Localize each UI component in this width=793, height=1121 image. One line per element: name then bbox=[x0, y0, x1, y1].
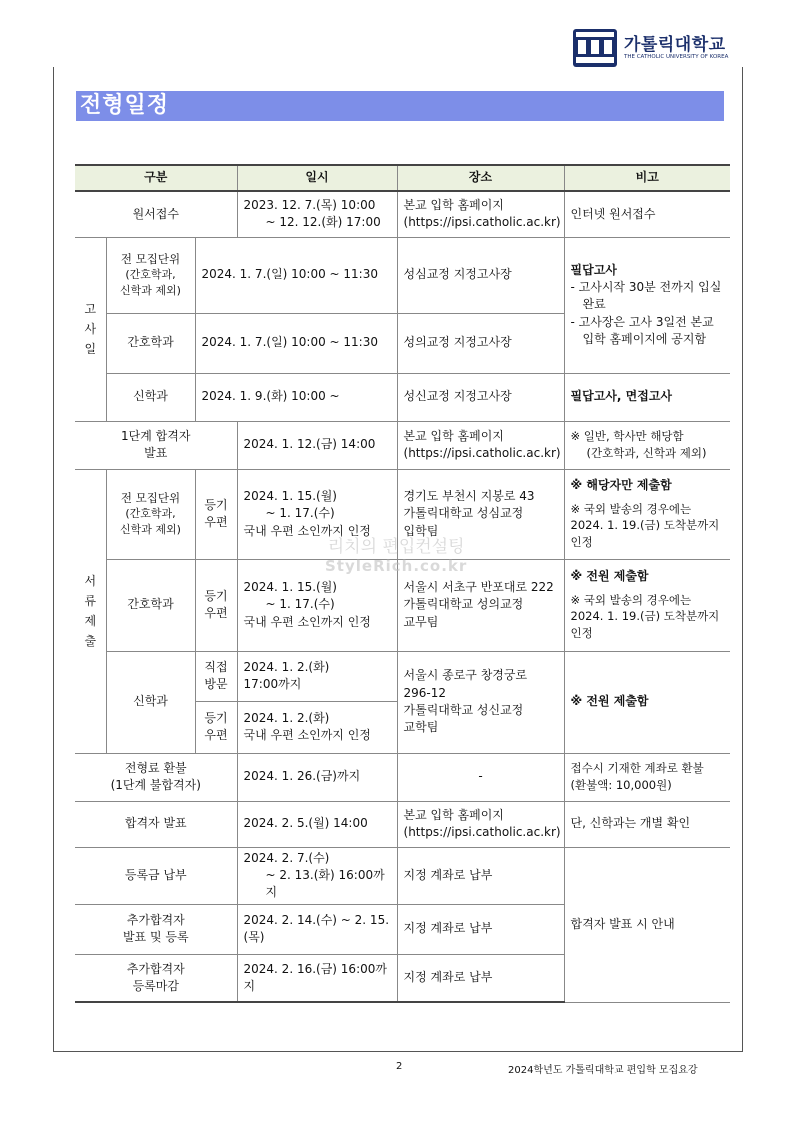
datetime-cell: 2024. 2. 5.(월) 14:00 bbox=[237, 801, 397, 847]
table-row bbox=[75, 421, 730, 469]
label-line: 1단계 합격자 bbox=[121, 428, 191, 443]
datetime-line: 국내 우편 소인까지 인정 bbox=[243, 523, 371, 538]
remarks-cell: 합격자 발표 시 안내 bbox=[564, 847, 730, 1002]
place-line: 가톨릭대학교 성신교정 bbox=[403, 703, 524, 717]
label-line: 등록마감 bbox=[132, 978, 179, 993]
remarks-line: ※ 국외 발송의 경우에는 bbox=[570, 501, 692, 516]
header-place: 장소 bbox=[397, 165, 564, 191]
place-cell bbox=[397, 651, 564, 753]
label-line: 발표 및 등록 bbox=[122, 930, 189, 945]
datetime-line: ~ 12. 12.(화) 17:00 bbox=[265, 215, 381, 230]
method-line: 등기 bbox=[204, 588, 228, 603]
method-line: 우편 bbox=[204, 515, 228, 529]
place-line: 경기도 부천시 지봉로 43 bbox=[403, 488, 535, 503]
method-line: 등기 bbox=[204, 497, 228, 512]
remarks-cell: 단, 신학과는 개별 확인 bbox=[564, 801, 730, 847]
remarks-line: 2024. 1. 19.(금) 도착분까지 bbox=[570, 609, 720, 624]
datetime-cell: 2024. 1. 12.(금) 14:00 bbox=[237, 421, 397, 469]
header-category: 구분 bbox=[75, 165, 237, 191]
documents-group-label bbox=[75, 469, 106, 753]
remarks-line: - 고사시작 30분 전까지 입실 완료 bbox=[570, 279, 722, 312]
datetime-line: 2024. 1. 2.(화) bbox=[243, 710, 330, 725]
remarks-line: 2024. 1. 19.(금) 도착분까지 bbox=[570, 518, 720, 533]
row-label bbox=[75, 904, 237, 954]
datetime-cell bbox=[237, 191, 397, 237]
place-line: 입학팀 bbox=[403, 523, 439, 538]
place-line: 가톨릭대학교 성심교정 bbox=[403, 506, 524, 521]
unit-cell: 신학과 bbox=[106, 651, 195, 753]
row-label bbox=[75, 753, 237, 801]
label-line: 전형료 환불 bbox=[124, 760, 187, 775]
method-line: 우편 bbox=[204, 728, 228, 742]
datetime-line: 국내 우편 소인까지 인정 bbox=[243, 728, 371, 742]
place-line: 본교 입학 홈페이지 bbox=[403, 807, 504, 822]
remarks-cell bbox=[564, 753, 730, 801]
watermark-line: 리치의 편입컨설팅 bbox=[327, 537, 465, 557]
place-cell: 성심교정 지정고사장 bbox=[397, 237, 564, 313]
label-line: 추가합격자 bbox=[126, 912, 185, 927]
datetime-line: 2024. 2. 7.(수) bbox=[243, 850, 330, 865]
place-cell: 지정 계좌로 납부 bbox=[397, 847, 564, 904]
unit-cell: 간호학과 bbox=[106, 559, 195, 651]
datetime-line: ~ 1. 17.(수) bbox=[265, 506, 335, 521]
place-line: 교무팀 bbox=[403, 614, 439, 629]
datetime-line: 국내 우편 소인까지 인정 bbox=[243, 614, 371, 629]
unit-line: (간호학과, bbox=[125, 268, 176, 282]
place-cell bbox=[397, 421, 564, 469]
header-datetime: 일시 bbox=[237, 165, 397, 191]
place-cell: 성신교정 지정고사장 bbox=[397, 373, 564, 421]
row-label bbox=[75, 421, 237, 469]
watermark-line: StyleRich.co.kr bbox=[325, 557, 468, 575]
datetime-line: 2024. 1. 15.(월) bbox=[243, 579, 337, 594]
place-cell bbox=[397, 801, 564, 847]
place-line: 서울시 서초구 반포대로 222 bbox=[403, 579, 554, 594]
row-label bbox=[75, 954, 237, 1002]
document-footer: 2024학년도 가톨릭대학교 편입학 모집요강 bbox=[508, 1065, 698, 1076]
method-cell bbox=[195, 469, 237, 559]
table-row bbox=[75, 469, 730, 559]
datetime-cell: 2024. 1. 9.(화) 10:00 ~ bbox=[195, 373, 397, 421]
remarks-title: 필답고사 bbox=[570, 262, 617, 277]
table-row bbox=[75, 191, 730, 237]
logo-korean-name: 가톨릭대학교 bbox=[624, 34, 726, 55]
datetime-line: ~ 1. 17.(수) bbox=[265, 597, 335, 612]
unit-cell: 신학과 bbox=[106, 373, 195, 421]
datetime-line: 2023. 12. 7.(목) 10:00 bbox=[243, 197, 376, 212]
remarks-title: ※ 전원 제출함 bbox=[570, 569, 649, 584]
datetime-cell bbox=[237, 847, 397, 904]
datetime-cell: 2024. 1. 7.(일) 10:00 ~ 11:30 bbox=[195, 313, 397, 373]
place-line: (https://ipsi.catholic.ac.kr) bbox=[403, 825, 561, 839]
university-emblem-icon bbox=[572, 28, 618, 68]
remarks-cell bbox=[564, 559, 730, 651]
place-cell: - bbox=[397, 753, 564, 801]
place-line: 교학팀 bbox=[403, 720, 439, 735]
vertical-char: 고 bbox=[84, 302, 97, 316]
datetime-cell: 2024. 1. 7.(일) 10:00 ~ 11:30 bbox=[195, 237, 397, 313]
place-line: 가톨릭대학교 성의교정 bbox=[403, 597, 524, 612]
unit-line: 전 모집단위 bbox=[120, 251, 181, 266]
place-line: (https://ipsi.catholic.ac.kr) bbox=[403, 215, 561, 230]
place-line: (https://ipsi.catholic.ac.kr) bbox=[403, 446, 561, 460]
university-logo bbox=[572, 28, 728, 68]
table-row bbox=[75, 753, 730, 801]
remarks-cell: ※ 전원 제출함 bbox=[564, 651, 730, 753]
remarks-cell: 인터넷 원서접수 bbox=[564, 191, 730, 237]
datetime-cell bbox=[237, 469, 397, 559]
datetime-cell: 2024. 2. 16.(금) 16:00까지 bbox=[237, 954, 397, 1002]
method-cell bbox=[195, 701, 237, 753]
label-line: 발표 bbox=[144, 446, 168, 460]
remarks-line: - 고사장은 고사 3일전 본교 입학 홈페이지에 공지함 bbox=[570, 314, 714, 347]
table-row bbox=[75, 373, 730, 421]
unit-cell: 간호학과 bbox=[106, 313, 195, 373]
datetime-cell bbox=[237, 701, 397, 753]
remarks-cell: 필답고사, 면접고사 bbox=[564, 373, 730, 421]
table-row bbox=[75, 801, 730, 847]
place-cell bbox=[397, 191, 564, 237]
datetime-cell bbox=[237, 559, 397, 651]
method-line: 직접 bbox=[204, 659, 228, 674]
table-row bbox=[75, 237, 730, 313]
remarks-cell bbox=[564, 469, 730, 559]
place-cell: 성의교정 지정고사장 bbox=[397, 313, 564, 373]
label-line: (1단계 불합격자) bbox=[110, 778, 201, 792]
table-row bbox=[75, 559, 730, 651]
place-line: 본교 입학 홈페이지 bbox=[403, 197, 504, 212]
vertical-char: 일 bbox=[84, 342, 97, 356]
datetime-line: 2024. 1. 15.(월) bbox=[243, 488, 337, 503]
unit-line: (간호학과, bbox=[125, 507, 176, 521]
vertical-char: 류 bbox=[84, 594, 97, 608]
vertical-char: 서 bbox=[84, 574, 97, 588]
method-line: 등기 bbox=[204, 710, 228, 725]
remarks-line: 인정 bbox=[570, 535, 593, 550]
remarks-line: (환불액: 10,000원) bbox=[570, 778, 672, 792]
datetime-cell: 2024. 2. 14.(수) ~ 2. 15.(목) bbox=[237, 904, 397, 954]
place-line: 296-12 bbox=[403, 685, 447, 700]
place-cell: 지정 계좌로 납부 bbox=[397, 904, 564, 954]
row-label: 원서접수 bbox=[75, 191, 237, 237]
place-line: 본교 입학 홈페이지 bbox=[403, 428, 504, 443]
section-title-bar bbox=[76, 91, 724, 121]
remarks-line: (간호학과, 신학과 제외) bbox=[586, 446, 707, 460]
remarks-line: ※ 국외 발송의 경우에는 bbox=[570, 592, 692, 607]
remarks-line: ※ 일반, 학사만 해당함 bbox=[570, 429, 684, 444]
row-label: 등록금 납부 bbox=[75, 847, 237, 904]
method-cell bbox=[195, 651, 237, 701]
place-line: 서울시 종로구 창경궁로 bbox=[403, 668, 528, 683]
remarks-title: ※ 해당자만 제출함 bbox=[570, 478, 672, 493]
section-title: 전형일정 bbox=[80, 93, 170, 118]
vertical-char: 출 bbox=[84, 634, 97, 648]
table-header-row bbox=[75, 165, 730, 191]
unit-cell bbox=[106, 237, 195, 313]
datetime-line: 2024. 1. 2.(화) bbox=[243, 659, 330, 674]
header-remarks: 비고 bbox=[564, 165, 730, 191]
exam-group-label bbox=[75, 237, 106, 421]
datetime-cell bbox=[237, 651, 397, 701]
place-cell bbox=[397, 469, 564, 559]
unit-cell bbox=[106, 469, 195, 559]
label-line: 추가합격자 bbox=[126, 961, 185, 976]
datetime-line: 17:00까지 bbox=[243, 677, 302, 691]
unit-line: 신학과 제외) bbox=[120, 523, 181, 537]
remarks-line: 접수시 기재한 계좌로 환불 bbox=[570, 761, 704, 776]
logo-english-name: THE CATHOLIC UNIVERSITY OF KOREA bbox=[624, 53, 729, 60]
place-cell bbox=[397, 559, 564, 651]
place-cell: 지정 계좌로 납부 bbox=[397, 954, 564, 1002]
unit-line: 신학과 제외) bbox=[120, 284, 181, 298]
method-cell bbox=[195, 559, 237, 651]
page-number: 2 bbox=[396, 1061, 403, 1072]
method-line: 우편 bbox=[204, 606, 228, 620]
row-label: 합격자 발표 bbox=[75, 801, 237, 847]
table-row bbox=[75, 847, 730, 904]
schedule-table bbox=[75, 164, 730, 1003]
remarks-cell bbox=[564, 237, 730, 373]
datetime-cell: 2024. 1. 26.(금)까지 bbox=[237, 753, 397, 801]
datetime-line: ~ 2. 13.(화) 16:00까지 bbox=[265, 867, 385, 900]
remarks-line: 인정 bbox=[570, 626, 593, 641]
remarks-cell bbox=[564, 421, 730, 469]
table-row bbox=[75, 651, 730, 701]
method-line: 방문 bbox=[204, 677, 228, 691]
vertical-char: 제 bbox=[84, 614, 97, 628]
unit-line: 전 모집단위 bbox=[120, 490, 181, 505]
vertical-char: 사 bbox=[84, 322, 97, 336]
